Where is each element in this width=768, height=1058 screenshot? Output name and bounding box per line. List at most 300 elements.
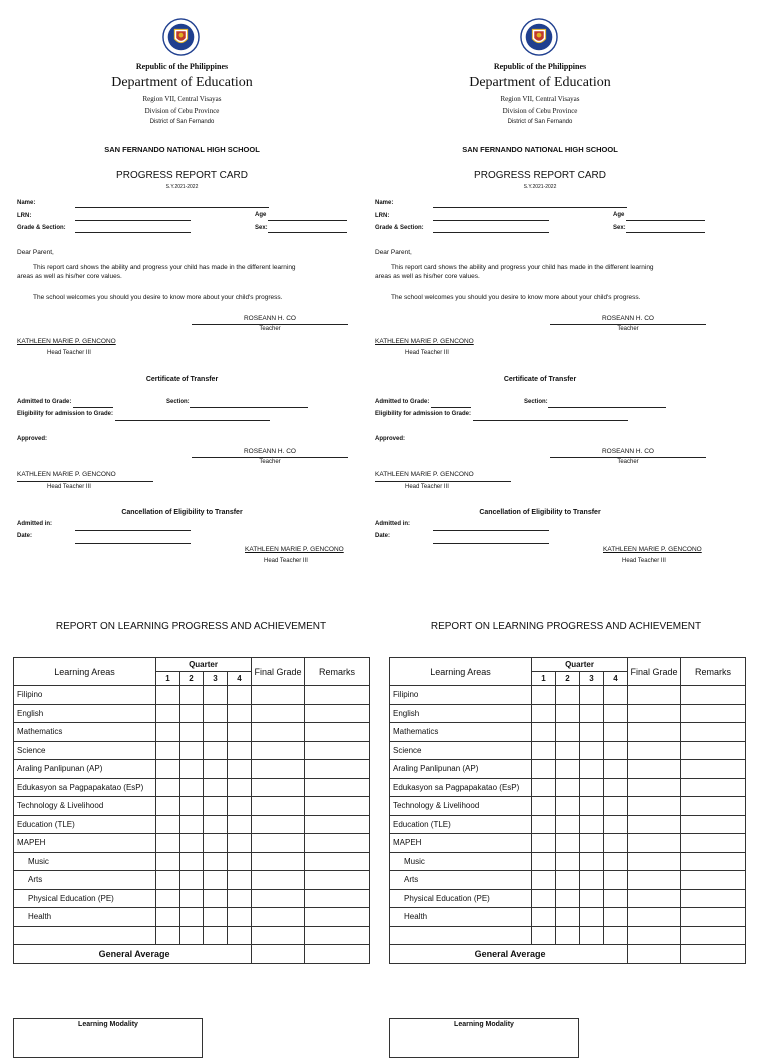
q2-cell xyxy=(180,797,204,816)
final-grade-cell xyxy=(628,889,681,908)
final-grade-cell xyxy=(628,778,681,797)
q4-cell xyxy=(604,686,628,705)
remarks-cell xyxy=(681,889,746,908)
remarks-cell xyxy=(305,871,370,890)
remarks-cell xyxy=(305,723,370,742)
eligibility-line xyxy=(115,420,270,421)
q2-cell xyxy=(180,852,204,871)
q1-cell xyxy=(532,908,556,927)
header-quarter: Quarter xyxy=(532,658,628,672)
subject-name: Filipino xyxy=(390,686,532,705)
teacher-name: ROSEANN H. CO xyxy=(601,315,654,322)
section-line xyxy=(548,407,666,408)
admitted-grade-label: Admitted to Grade: xyxy=(375,399,430,405)
subject-name: Health xyxy=(14,908,156,927)
subject-name: Education (TLE) xyxy=(14,815,156,834)
subject-name: English xyxy=(14,704,156,723)
q3-cell xyxy=(580,797,604,816)
general-average-remarks xyxy=(305,945,370,964)
q1-cell xyxy=(156,723,180,742)
q4-cell xyxy=(604,852,628,871)
header-q1: 1 xyxy=(156,672,180,686)
admitted-in-label: Admitted in: xyxy=(17,521,52,527)
final-grade-cell xyxy=(252,778,305,797)
remarks-cell xyxy=(305,686,370,705)
q4-cell xyxy=(228,852,252,871)
grade-section-label: Grade & Section: xyxy=(375,225,424,231)
admitted-grade-line xyxy=(431,407,471,408)
table-row xyxy=(14,704,370,723)
transfer-title: Certificate of Transfer xyxy=(503,376,577,383)
table-row xyxy=(14,815,370,834)
date-label: Date: xyxy=(375,533,391,539)
subject-name: Music xyxy=(390,852,532,871)
card-title: PROGRESS REPORT CARD xyxy=(474,170,606,181)
report-title-left: REPORT ON LEARNING PROGRESS AND ACHIEVEMENT xyxy=(55,621,327,632)
q2-cell xyxy=(556,686,580,705)
remarks-cell xyxy=(305,797,370,816)
q4-cell xyxy=(228,741,252,760)
age-field-line xyxy=(268,220,347,221)
remarks-cell xyxy=(681,686,746,705)
q2-cell xyxy=(180,778,204,797)
final-grade-cell xyxy=(252,741,305,760)
table-row xyxy=(390,797,746,816)
final-grade-cell xyxy=(628,797,681,816)
republic-line: Republic of the Philippines xyxy=(493,62,587,71)
head-teacher-title: Head Teacher III xyxy=(405,350,449,356)
q4-cell xyxy=(604,871,628,890)
subject-name: MAPEH xyxy=(390,834,532,853)
letter-paragraph-1b: areas as well as his/her core values. xyxy=(375,273,480,280)
remarks-cell xyxy=(305,889,370,908)
final-grade-cell xyxy=(628,852,681,871)
report-title-right: REPORT ON LEARNING PROGRESS AND ACHIEVEMENT xyxy=(430,621,702,632)
table-row xyxy=(390,741,746,760)
remarks-cell xyxy=(681,797,746,816)
q4-cell xyxy=(604,797,628,816)
q2-cell xyxy=(556,889,580,908)
date-line xyxy=(433,543,549,544)
remarks-cell xyxy=(305,926,370,945)
remarks-cell xyxy=(681,704,746,723)
cancel-head-title: Head Teacher III xyxy=(264,558,308,564)
q1-cell xyxy=(156,908,180,927)
header-quarter: Quarter xyxy=(156,658,252,672)
admitted-in-label: Admitted in: xyxy=(375,521,410,527)
q2-cell xyxy=(556,834,580,853)
lrn-label: LRN: xyxy=(17,213,32,219)
remarks-cell xyxy=(305,760,370,779)
cancellation-title: Cancellation of Eligibility to Transfer xyxy=(121,509,243,516)
q1-cell xyxy=(532,834,556,853)
remarks-cell xyxy=(681,815,746,834)
q1-cell xyxy=(156,686,180,705)
remarks-cell xyxy=(305,834,370,853)
remarks-cell xyxy=(681,723,746,742)
final-grade-cell xyxy=(252,852,305,871)
remarks-cell xyxy=(305,908,370,927)
final-grade-cell xyxy=(252,704,305,723)
q1-cell xyxy=(156,778,180,797)
table-row xyxy=(14,834,370,853)
age-field-line xyxy=(626,220,705,221)
name-label: Name: xyxy=(375,200,394,206)
table-row xyxy=(14,797,370,816)
q1-cell xyxy=(532,686,556,705)
q4-cell xyxy=(228,889,252,908)
deped-seal-icon xyxy=(520,18,558,56)
final-grade-cell xyxy=(252,908,305,927)
head-teacher-name: KATHLEEN MARIE P. GENCONO xyxy=(17,338,116,345)
division-line: Division of Cebu Province xyxy=(144,107,220,115)
transfer-head-title: Head Teacher III xyxy=(405,484,449,490)
grade-section-label: Grade & Section: xyxy=(17,225,66,231)
q1-cell xyxy=(532,704,556,723)
final-grade-cell xyxy=(628,815,681,834)
final-grade-cell xyxy=(628,741,681,760)
subject-name: Mathematics xyxy=(14,723,156,742)
district-line: District of San Fernando xyxy=(507,119,573,125)
q3-cell xyxy=(580,926,604,945)
school-name: SAN FERNANDO NATIONAL HIGH SCHOOL xyxy=(104,145,260,154)
header-q1: 1 xyxy=(532,672,556,686)
q3-cell xyxy=(204,723,228,742)
table-row xyxy=(390,871,746,890)
final-grade-cell xyxy=(628,871,681,890)
eligibility-label: Eligibility for admission to Grade: xyxy=(17,411,114,417)
final-grade-cell xyxy=(252,889,305,908)
letter-paragraph-2: The school welcomes you should you desire to know more about your child's progress. xyxy=(391,294,641,301)
date-label: Date: xyxy=(17,533,33,539)
report-card-left xyxy=(0,0,384,610)
cancel-head-name: KATHLEEN MARIE P. GENCONO xyxy=(245,546,344,553)
header-q4: 4 xyxy=(228,672,252,686)
section-line xyxy=(190,407,308,408)
q3-cell xyxy=(204,889,228,908)
region-line: Region VII, Central Visayas xyxy=(142,95,222,103)
q1-cell xyxy=(156,871,180,890)
q3-cell xyxy=(580,871,604,890)
table-row xyxy=(390,686,746,705)
learning-modality-box-right xyxy=(389,1018,579,1058)
department-title: Department of Education xyxy=(469,75,611,90)
table-row xyxy=(390,889,746,908)
final-grade-cell xyxy=(252,815,305,834)
letter-paragraph-2: The school welcomes you should you desire to know more about your child's progress. xyxy=(33,294,283,301)
q1-cell xyxy=(156,834,180,853)
q3-cell xyxy=(580,760,604,779)
letter-paragraph-1a: This report card shows the ability and progress your child has made in the different learning xyxy=(33,264,296,271)
admitted-grade-label: Admitted to Grade: xyxy=(17,399,72,405)
teacher-name: ROSEANN H. CO xyxy=(243,315,296,322)
final-grade-cell xyxy=(628,686,681,705)
deped-seal-icon xyxy=(162,18,200,56)
grade-section-field-line xyxy=(433,232,549,233)
transfer-head-title: Head Teacher III xyxy=(47,484,91,490)
salutation: Dear Parent, xyxy=(17,249,54,256)
sex-field-line xyxy=(268,232,347,233)
q3-cell xyxy=(580,723,604,742)
remarks-cell xyxy=(305,815,370,834)
table-row xyxy=(14,741,370,760)
table-row xyxy=(390,760,746,779)
q2-cell xyxy=(556,871,580,890)
general-average-final xyxy=(252,945,305,964)
q3-cell xyxy=(204,834,228,853)
transfer-teacher-name: ROSEANN H. CO xyxy=(601,448,654,455)
subject-rows xyxy=(14,686,370,945)
q4-cell xyxy=(604,908,628,927)
q1-cell xyxy=(156,704,180,723)
subject-name: Mathematics xyxy=(390,723,532,742)
q4-cell xyxy=(228,704,252,723)
remarks-cell xyxy=(305,704,370,723)
q1-cell xyxy=(532,778,556,797)
remarks-cell xyxy=(681,778,746,797)
q4-cell xyxy=(228,908,252,927)
report-card-right xyxy=(358,0,742,610)
remarks-cell xyxy=(305,852,370,871)
q1-cell xyxy=(156,760,180,779)
header-final-grade: Final Grade xyxy=(628,658,681,686)
header-remarks: Remarks xyxy=(681,658,746,686)
q1-cell xyxy=(532,797,556,816)
q3-cell xyxy=(204,852,228,871)
transfer-head-line xyxy=(375,481,511,482)
table-row xyxy=(14,908,370,927)
name-field-line xyxy=(433,207,627,208)
header-q4: 4 xyxy=(604,672,628,686)
sex-label: Sex: xyxy=(613,225,626,231)
q4-cell xyxy=(228,723,252,742)
salutation: Dear Parent, xyxy=(375,249,412,256)
subject-rows xyxy=(390,686,746,945)
q4-cell xyxy=(228,760,252,779)
subject-name xyxy=(14,926,156,945)
q3-cell xyxy=(204,704,228,723)
subject-name: Arts xyxy=(14,871,156,890)
transfer-teacher-line xyxy=(192,457,348,458)
general-average-remarks xyxy=(681,945,746,964)
table-row xyxy=(14,778,370,797)
learning-modality-title: Learning Modality xyxy=(78,1021,138,1028)
sex-label: Sex: xyxy=(255,225,268,231)
subject-name: Araling Panlipunan (AP) xyxy=(390,760,532,779)
grades-table-right xyxy=(389,657,746,964)
district-line: District of San Fernando xyxy=(149,119,215,125)
q1-cell xyxy=(532,760,556,779)
admitted-grade-line xyxy=(73,407,113,408)
card-title: PROGRESS REPORT CARD xyxy=(116,170,248,181)
header-remarks: Remarks xyxy=(305,658,370,686)
department-title: Department of Education xyxy=(111,75,253,90)
q2-cell xyxy=(556,760,580,779)
teacher-title: Teacher xyxy=(617,326,639,332)
cancellation-title: Cancellation of Eligibility to Transfer xyxy=(479,509,601,516)
subject-name: Araling Panlipunan (AP) xyxy=(14,760,156,779)
q2-cell xyxy=(180,760,204,779)
q2-cell xyxy=(180,686,204,705)
q1-cell xyxy=(156,815,180,834)
q3-cell xyxy=(580,908,604,927)
header-learning-areas: Learning Areas xyxy=(14,658,156,686)
q3-cell xyxy=(204,686,228,705)
school-year: S.Y.2021-2022 xyxy=(165,184,199,190)
q2-cell xyxy=(556,778,580,797)
q4-cell xyxy=(604,760,628,779)
final-grade-cell xyxy=(252,723,305,742)
q2-cell xyxy=(556,908,580,927)
lrn-field-line xyxy=(433,220,549,221)
q2-cell xyxy=(180,815,204,834)
transfer-teacher-title: Teacher xyxy=(259,459,281,465)
table-row xyxy=(390,852,746,871)
header-q3: 3 xyxy=(204,672,228,686)
q1-cell xyxy=(156,741,180,760)
q1-cell xyxy=(532,926,556,945)
q3-cell xyxy=(580,704,604,723)
learning-modality-title: Learning Modality xyxy=(454,1021,514,1028)
q2-cell xyxy=(556,797,580,816)
table-row xyxy=(14,871,370,890)
q2-cell xyxy=(180,871,204,890)
q1-cell xyxy=(532,741,556,760)
subject-name: MAPEH xyxy=(14,834,156,853)
remarks-cell xyxy=(681,760,746,779)
final-grade-cell xyxy=(252,686,305,705)
final-grade-cell xyxy=(628,723,681,742)
final-grade-cell xyxy=(252,871,305,890)
q3-cell xyxy=(580,778,604,797)
q2-cell xyxy=(556,723,580,742)
head-teacher-name: KATHLEEN MARIE P. GENCONO xyxy=(375,338,474,345)
q4-cell xyxy=(604,815,628,834)
transfer-head-line xyxy=(17,481,153,482)
table-row xyxy=(390,704,746,723)
letter-paragraph-1a: This report card shows the ability and progress your child has made in the different learning xyxy=(391,264,654,271)
general-average-label: General Average xyxy=(390,945,628,964)
q2-cell xyxy=(180,704,204,723)
approved-label: Approved: xyxy=(17,436,47,442)
table-row xyxy=(14,852,370,871)
remarks-cell xyxy=(681,871,746,890)
cancel-head-title: Head Teacher III xyxy=(622,558,666,564)
q3-cell xyxy=(580,741,604,760)
table-row xyxy=(14,686,370,705)
teacher-sign-line xyxy=(550,324,706,325)
subject-name: Filipino xyxy=(14,686,156,705)
q3-cell xyxy=(204,926,228,945)
transfer-title: Certificate of Transfer xyxy=(145,376,219,383)
q1-cell xyxy=(532,871,556,890)
q3-cell xyxy=(204,741,228,760)
final-grade-cell xyxy=(628,908,681,927)
q2-cell xyxy=(556,926,580,945)
final-grade-cell xyxy=(628,926,681,945)
q2-cell xyxy=(556,852,580,871)
grade-section-field-line xyxy=(75,232,191,233)
sex-field-line xyxy=(626,232,705,233)
q4-cell xyxy=(228,778,252,797)
q4-cell xyxy=(604,834,628,853)
q3-cell xyxy=(580,852,604,871)
q2-cell xyxy=(180,926,204,945)
name-label: Name: xyxy=(17,200,36,206)
q2-cell xyxy=(556,704,580,723)
header-final-grade: Final Grade xyxy=(252,658,305,686)
subject-name: Music xyxy=(14,852,156,871)
remarks-cell xyxy=(681,741,746,760)
q3-cell xyxy=(580,834,604,853)
table-row xyxy=(390,834,746,853)
q4-cell xyxy=(604,778,628,797)
general-average-label: General Average xyxy=(14,945,252,964)
header-q3: 3 xyxy=(580,672,604,686)
teacher-sign-line xyxy=(192,324,348,325)
header-learning-areas: Learning Areas xyxy=(390,658,532,686)
q1-cell xyxy=(156,797,180,816)
lrn-label: LRN: xyxy=(375,213,390,219)
q4-cell xyxy=(228,797,252,816)
subject-name: Arts xyxy=(390,871,532,890)
transfer-head-name: KATHLEEN MARIE P. GENCONO xyxy=(375,471,474,478)
table-row xyxy=(390,926,746,945)
republic-line: Republic of the Philippines xyxy=(135,62,229,71)
division-line: Division of Cebu Province xyxy=(502,107,578,115)
region-line: Region VII, Central Visayas xyxy=(500,95,580,103)
final-grade-cell xyxy=(628,760,681,779)
q4-cell xyxy=(228,834,252,853)
q3-cell xyxy=(204,908,228,927)
subject-name: Physical Education (PE) xyxy=(390,889,532,908)
header-q2: 2 xyxy=(180,672,204,686)
name-field-line xyxy=(75,207,269,208)
transfer-teacher-line xyxy=(550,457,706,458)
table-row xyxy=(390,778,746,797)
cancel-head-name: KATHLEEN MARIE P. GENCONO xyxy=(603,546,702,553)
subject-name: Science xyxy=(14,741,156,760)
school-year: S.Y.2021-2022 xyxy=(523,184,557,190)
table-row xyxy=(14,889,370,908)
q2-cell xyxy=(556,815,580,834)
subject-name: Science xyxy=(390,741,532,760)
header-q2: 2 xyxy=(556,672,580,686)
final-grade-cell xyxy=(252,834,305,853)
admitted-in-line xyxy=(433,530,549,531)
q1-cell xyxy=(156,852,180,871)
q3-cell xyxy=(580,889,604,908)
q4-cell xyxy=(228,815,252,834)
final-grade-cell xyxy=(628,704,681,723)
q3-cell xyxy=(204,760,228,779)
lrn-field-line xyxy=(75,220,191,221)
final-grade-cell xyxy=(252,797,305,816)
subject-name xyxy=(390,926,532,945)
transfer-teacher-title: Teacher xyxy=(617,459,639,465)
q3-cell xyxy=(204,778,228,797)
remarks-cell xyxy=(681,852,746,871)
remarks-cell xyxy=(305,741,370,760)
q4-cell xyxy=(228,871,252,890)
school-name: SAN FERNANDO NATIONAL HIGH SCHOOL xyxy=(462,145,618,154)
head-teacher-title: Head Teacher III xyxy=(47,350,91,356)
table-row xyxy=(390,723,746,742)
section-label: Section: xyxy=(166,399,190,405)
section-label: Section: xyxy=(524,399,548,405)
subject-name: Edukasyon sa Pagpapakatao (EsP) xyxy=(390,778,532,797)
q1-cell xyxy=(532,852,556,871)
